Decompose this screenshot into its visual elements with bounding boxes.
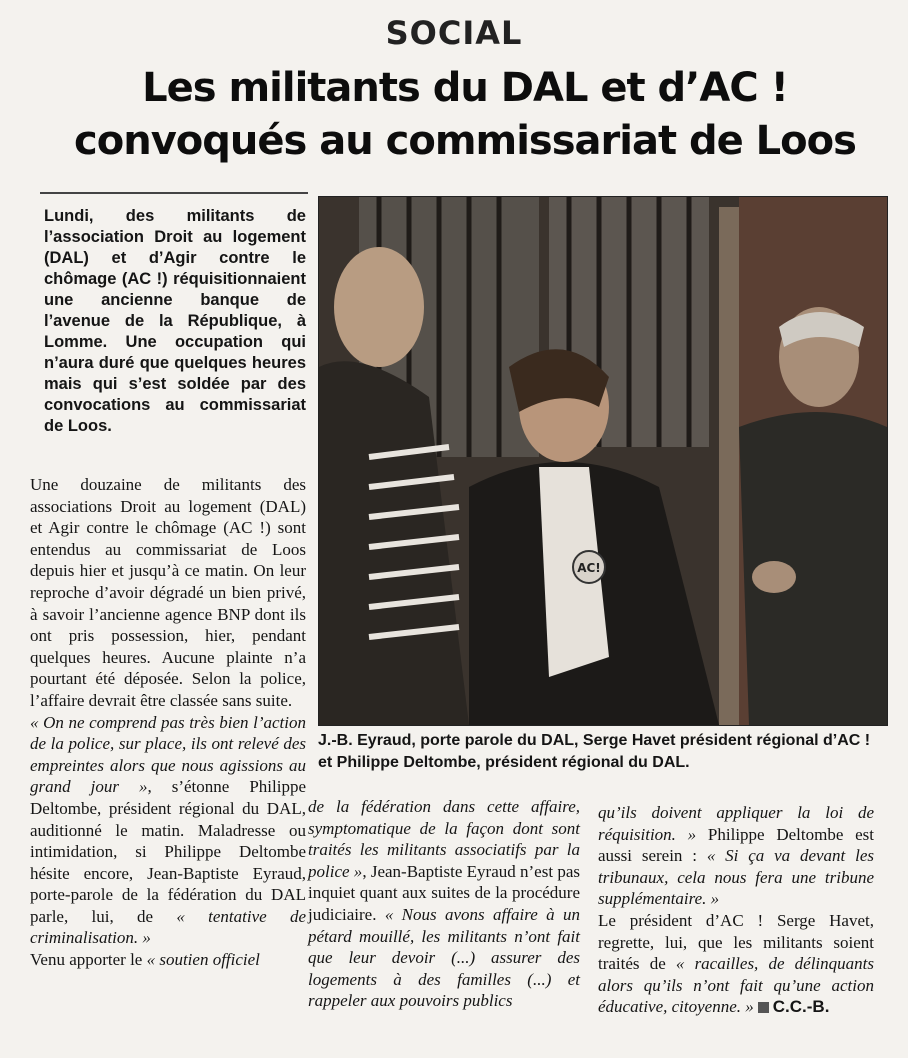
quote: « On ne comprend pas très bien l’action de la police, sur place, ils ont relevé des empreintes alors que nous agissions au grand jour » — [30, 712, 306, 797]
quote: « Nous avons affaire à un pétard mouillé, les militants n’ont fait que leur devoir (...) assurer des logements à des familles (...) et rappeler aux pouvoirs publics — [308, 904, 580, 1011]
column-3-paragraph — [598, 802, 874, 910]
column-1-paragraph-2 — [30, 712, 306, 950]
quote: « tentative de criminalisation. » — [30, 906, 306, 948]
lead-paragraph: Lundi, des militants de l’association Droit au logement (DAL) et d’Agir contre le chômage (AC !) réquisitionnaient une ancienne banque de l’avenue de la République, à Lomme. Une occupation qui n’aura duré que quelques heures mais qui s’est soldée par des convocations au commissariat de Loos. — [44, 207, 306, 435]
column-1-paragraph-3 — [30, 949, 306, 971]
news-photo — [318, 196, 888, 726]
end-square-icon — [758, 1002, 769, 1013]
column-3-paragraph-2 — [598, 910, 874, 1018]
byline: C.C.-B. — [772, 997, 830, 1017]
article-column-1 — [30, 474, 306, 971]
article-column-2 — [308, 796, 580, 1012]
lead-rule — [40, 192, 308, 194]
text: , Jean-Baptiste Eyraud n’est pas inquiet quant aux suites de la procédure judiciaire. — [308, 861, 580, 924]
quote: « Si ça va devant les tribunaux, cela nous fera une tribune supplémentaire. » — [598, 846, 874, 909]
photo-illustration — [319, 197, 887, 725]
text: Le président d’AC ! Serge Havet, regrette, lui, que les militants soient traités de — [598, 910, 874, 974]
section-label: SOCIAL — [385, 14, 523, 52]
quote: qu’ils doivent appliquer la loi de réquisition. » — [598, 803, 874, 844]
quote: « soutien officiel — [146, 950, 260, 970]
shirt-badge-text: AC! — [577, 561, 601, 575]
photo-caption: J.-B. Eyraud, porte parole du DAL, Serge Havet président régional d’AC ! et Philippe Deltombe, président régional du DAL. — [318, 732, 871, 771]
text: Philippe Deltombe est aussi serein : — [598, 824, 875, 866]
column-1-paragraph: Une douzaine de militants des associations Droit au logement (DAL) et Agir contre le chômage (AC !) sont entendus au commissariat de Loos depuis hier et jusqu’à ce matin. On leur reproche d’avoir dégradé un bien privé, à savoir l’ancienne agence BNP dont ils ont pris possession, hier, pendant quelques heures. Aucune plainte n’a pourtant été déposée. Selon la police, l’affaire devrait être classée sans suite. — [30, 475, 306, 710]
article-column-3 — [598, 802, 874, 1018]
quote: de la fédération dans cette affaire, symptomatique de la façon dont sont traités les militants associatifs par la police » — [308, 797, 580, 881]
quote: « racailles, de délinquants alors qu’ils n’ont fait qu’une action éducative, citoyenne. » — [598, 954, 874, 1017]
text: , s’étonne Philippe Deltombe, président régional du DAL, auditionné le matin. Maladresse ou intimidation, si Philippe Deltombe hésite encore, Jean-Baptiste Eyraud, porte-parole de la fédération du DAL parle, lui, de — [30, 777, 306, 926]
headline: Les militants du DAL et d’AC ! convoqués au commissariat de Loos — [74, 65, 856, 164]
column-2-paragraph — [308, 796, 580, 1012]
text: Venu apporter le — [30, 950, 147, 970]
